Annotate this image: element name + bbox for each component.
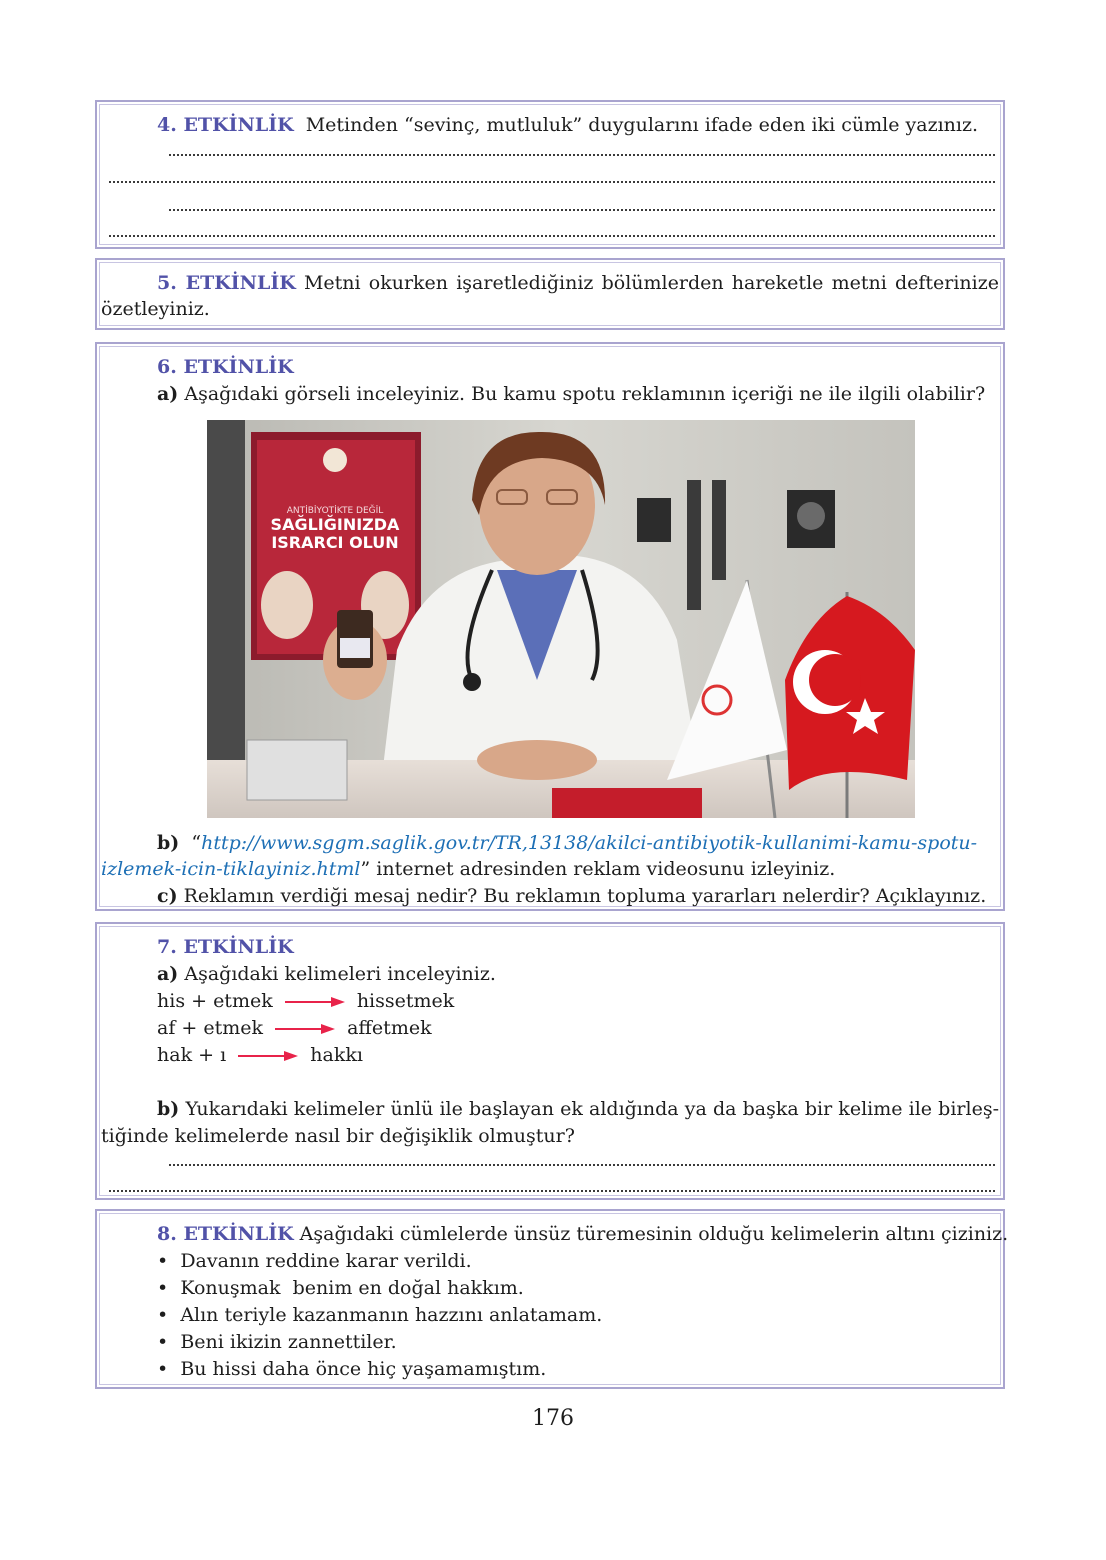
answer-line-6[interactable] bbox=[109, 1184, 995, 1192]
activity-6-a-text: Aşağıdaki görseli inceleyiniz. Bu kamu spotu reklamının içeriği ne ile ilgili olabilir? bbox=[184, 383, 986, 405]
activity-4-prompt bbox=[157, 114, 978, 136]
activity-7-b-text-1: Yukarıdaki kelimeler ünlü ile başlayan ek aldığında ya da başka bir kelime ile birleş- bbox=[185, 1098, 999, 1120]
answer-line-5[interactable] bbox=[169, 1158, 995, 1166]
bullet-icon: • bbox=[157, 1331, 169, 1353]
activity-7-a-label: a) bbox=[157, 963, 179, 985]
activity-5-text-2: özetleyiniz. bbox=[101, 298, 210, 320]
word-row-1-right: hissetmek bbox=[356, 990, 455, 1012]
activity-6-a bbox=[157, 383, 985, 405]
activity-6-b-quote: “ bbox=[191, 832, 202, 854]
sentence-1: Davanın reddine karar verildi. bbox=[180, 1250, 472, 1272]
activity-5-text-1: Metni okurken işaretlediğiniz bölümlerden hareketle metni defterinize bbox=[303, 272, 999, 294]
activity-6-b-text: ” internet adresinden reklam videosunu izleyiniz. bbox=[360, 858, 836, 880]
bullet-icon: • bbox=[157, 1250, 169, 1272]
activity-5-heading: 5. ETKİNLİK bbox=[157, 272, 296, 294]
activity-7-a bbox=[157, 963, 496, 985]
activity-6-b-line-1 bbox=[157, 832, 977, 854]
arrow-right-icon bbox=[285, 996, 345, 1008]
bullet-icon: • bbox=[157, 1277, 169, 1299]
activity-5-line-1 bbox=[157, 272, 999, 294]
activity-8-text: Aşağıdaki cümlelerde ünsüz türemesinin olduğu kelimelerin altını çiziniz. bbox=[299, 1223, 1009, 1245]
bullet-icon: • bbox=[157, 1358, 169, 1380]
answer-line-1[interactable] bbox=[169, 148, 995, 156]
bullet-icon: • bbox=[157, 1304, 169, 1326]
list-item bbox=[157, 1331, 397, 1353]
activity-6-box bbox=[95, 342, 1005, 911]
poster-title-1: SAĞLIĞINIZDA bbox=[270, 515, 400, 534]
activity-6-c-label: c) bbox=[157, 885, 178, 907]
word-row-1-left: his + etmek bbox=[157, 990, 273, 1012]
poster-subtitle: ANTİBİYOTİKTE DEĞİL bbox=[286, 506, 384, 516]
activity-7-heading: 7. ETKİNLİK bbox=[157, 936, 294, 958]
arrow-right-icon bbox=[238, 1050, 298, 1062]
activity-7-a-text: Aşağıdaki kelimeleri inceleyiniz. bbox=[184, 963, 496, 985]
activity-5-box bbox=[95, 258, 1005, 330]
word-row-3-right: hakkı bbox=[310, 1044, 363, 1066]
list-item bbox=[157, 1277, 524, 1299]
activity-6-a-label: a) bbox=[157, 383, 179, 405]
activity-7-b-text-2: tiğinde kelimelerde nasıl bir değişiklik olmuştur? bbox=[101, 1125, 575, 1147]
word-row-2-right: affetmek bbox=[347, 1017, 432, 1039]
activity-7-b-line-1 bbox=[157, 1098, 999, 1120]
list-item bbox=[157, 1304, 602, 1326]
answer-line-2[interactable] bbox=[109, 175, 995, 183]
activity-4-heading: 4. ETKİNLİK bbox=[157, 114, 294, 136]
sentence-3: Alın teriyle kazanmanın hazzını anlatamam. bbox=[180, 1304, 603, 1326]
sentence-4: Beni ikizin zannettiler. bbox=[180, 1331, 397, 1353]
ad-video-link-2[interactable]: izlemek-icin-tiklayiniz.html bbox=[101, 858, 361, 880]
doctor-image bbox=[207, 420, 915, 818]
ad-video-link-1[interactable]: http://www.sggm.saglik.gov.tr/TR,13138/akilci-antibiyotik-kullanimi-kamu-spotu- bbox=[201, 832, 978, 854]
word-row-2 bbox=[157, 1017, 432, 1039]
word-row-3-left: hak + ı bbox=[157, 1044, 227, 1066]
word-row-3 bbox=[157, 1044, 363, 1066]
activity-6-c-text: Reklamın verdiği mesaj nedir? Bu reklamın topluma yararları nelerdir? Açıklayınız. bbox=[183, 885, 987, 907]
sentence-2: Konuşmak benim en doğal hakkım. bbox=[180, 1277, 524, 1299]
arrow-right-icon bbox=[275, 1023, 335, 1035]
answer-line-4[interactable] bbox=[109, 229, 995, 237]
activity-6-heading: 6. ETKİNLİK bbox=[157, 356, 294, 378]
activity-7-b-label: b) bbox=[157, 1098, 180, 1120]
poster-title-2: ISRARCI OLUN bbox=[271, 533, 399, 552]
activity-8-heading: 8. ETKİNLİK bbox=[157, 1223, 294, 1245]
activity-7-box bbox=[95, 922, 1005, 1200]
public-service-ad-photo bbox=[207, 420, 915, 818]
list-item bbox=[157, 1358, 546, 1380]
activity-8-box bbox=[95, 1209, 1009, 1389]
activity-8-prompt bbox=[157, 1223, 1008, 1245]
activity-4-box bbox=[95, 100, 1005, 249]
page-number: 176 bbox=[532, 1406, 574, 1431]
sentence-5: Bu hissi daha önce hiç yaşamamıştım. bbox=[180, 1358, 547, 1380]
activity-6-b-label: b) bbox=[157, 832, 180, 854]
word-row-1 bbox=[157, 990, 454, 1012]
activity-6-b-line-2 bbox=[101, 858, 835, 880]
list-item bbox=[157, 1250, 472, 1272]
activity-4-text: Metinden “sevinç, mutluluk” duygularını ifade eden iki cümle yazınız. bbox=[305, 114, 979, 136]
answer-line-3[interactable] bbox=[169, 203, 995, 211]
activity-6-c bbox=[157, 885, 986, 907]
word-row-2-left: af + etmek bbox=[157, 1017, 264, 1039]
